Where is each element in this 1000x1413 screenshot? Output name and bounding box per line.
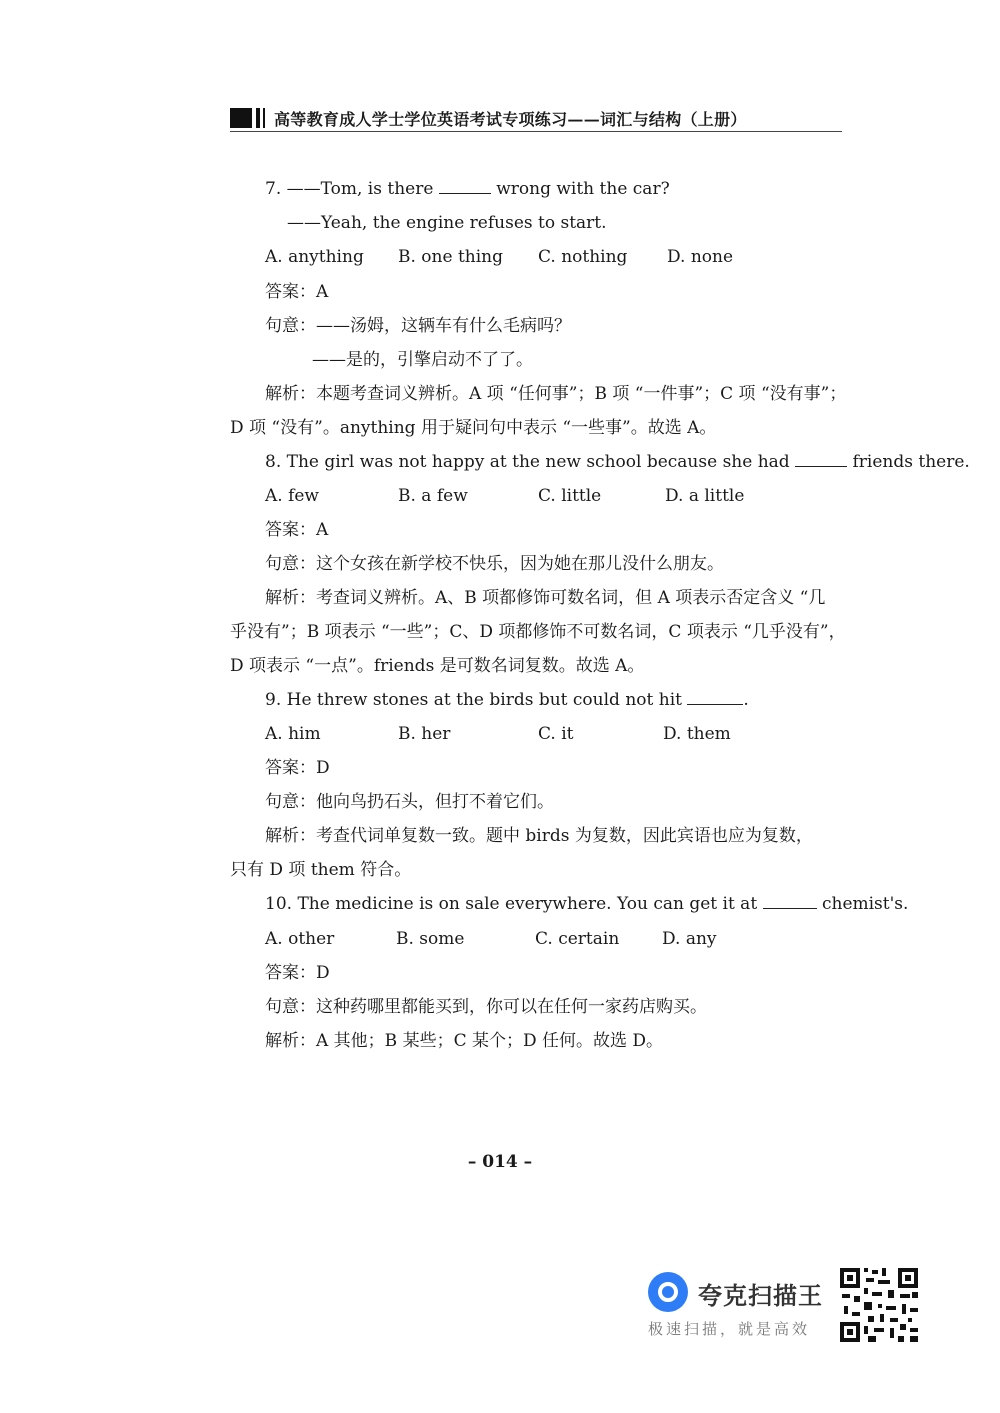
- q8-analysis: 解析：考查词义辨析。A、B 项都修饰可数名词，但 A 项表示否定含义 “几: [265, 588, 826, 608]
- q9-option-d: D. them: [663, 724, 731, 744]
- q8-analysis-cont: 乎没有”；B 项表示 “一些”；C、D 项都修饰不可数名词，C 项表示 “几乎没有”，: [230, 622, 846, 642]
- q8-option-b: B. a few: [398, 486, 468, 506]
- watermark-app-name: 夸克扫描王: [698, 1282, 823, 1310]
- q10-answer: 答案：D: [265, 963, 330, 983]
- q10-option-c: C. certain: [535, 929, 620, 949]
- q8-meaning: 句意：这个女孩在新学校不快乐，因为她在那儿没什么朋友。: [265, 554, 724, 574]
- watermark-slogan: 极速扫描，就是高效: [648, 1320, 811, 1338]
- q7-analysis: 解析：本题考查词义辨析。A 项 “任何事”；B 项 “一件事”；C 项 “没有事”；: [265, 384, 847, 404]
- q7-option-d: D. none: [667, 247, 734, 267]
- q7-option-a: A. anything: [265, 247, 364, 267]
- q9-answer: 答案：D: [265, 758, 330, 778]
- q9-option-c: C. it: [538, 724, 574, 744]
- q7-meaning-cont: ——是的，引擎启动不了了。: [312, 350, 533, 370]
- q8-answer: 答案：A: [265, 520, 329, 540]
- q9-meaning: 句意：他向鸟扔石头，但打不着它们。: [265, 792, 554, 812]
- scanner-watermark: [648, 1262, 938, 1352]
- page-number: – 014 –: [467, 1152, 533, 1172]
- header-bar-mark: [256, 108, 260, 128]
- q8-analysis-cont: D 项表示 “一点”。friends 是可数名词复数。故选 A。: [230, 656, 645, 676]
- q7-analysis-cont: D 项 “没有”。anything 用于疑问句中表示 “一些事”。故选 A。: [230, 418, 717, 438]
- q9-option-a: A. him: [265, 724, 321, 744]
- qr-code-icon: [838, 1266, 920, 1344]
- q8-option-c: C. little: [538, 486, 602, 506]
- question-9-stem: 9. He threw stones at the birds but could not hit .: [265, 690, 749, 710]
- q10-option-d: D. any: [662, 929, 717, 949]
- q7-meaning: 句意：——汤姆，这辆车有什么毛病吗？: [265, 316, 571, 336]
- q7-option-b: B. one thing: [398, 247, 503, 267]
- answer-blank: [687, 690, 743, 705]
- q9-analysis-cont: 只有 D 项 them 符合。: [230, 860, 412, 880]
- q9-option-b: B. her: [398, 724, 451, 744]
- q7-option-c: C. nothing: [538, 247, 628, 267]
- q9-analysis: 解析：考查代词单复数一致。题中 birds 为复数，因此宾语也应为复数，: [265, 826, 813, 846]
- answer-blank: [795, 452, 847, 467]
- q10-option-b: B. some: [396, 929, 465, 949]
- answer-blank: [763, 894, 817, 909]
- q8-option-d: D. a little: [665, 486, 745, 506]
- header-bar-mark: [263, 108, 265, 128]
- question-10-stem: 10. The medicine is on sale everywhere. You can get it at chemist's.: [265, 894, 909, 914]
- q10-meaning: 句意：这种药哪里都能买到，你可以在任何一家药店购买。: [265, 997, 707, 1017]
- q7-answer: 答案：A: [265, 282, 329, 302]
- answer-blank: [439, 179, 491, 194]
- question-7-reply: ——Yeah, the engine refuses to start.: [287, 213, 607, 233]
- quark-logo-icon: [648, 1272, 688, 1312]
- q8-option-a: A. few: [265, 486, 319, 506]
- header-rule: [230, 131, 842, 132]
- header-title: 高等教育成人学士学位英语考试专项练习——词汇与结构（上册）: [274, 110, 747, 129]
- question-7-stem: 7. ——Tom, is there wrong with the car?: [265, 179, 670, 199]
- header-block-mark: [230, 108, 252, 128]
- question-8-stem: 8. The girl was not happy at the new school because she had friends there.: [265, 452, 970, 472]
- q10-option-a: A. other: [265, 929, 335, 949]
- q10-analysis: 解析：A 其他；B 某些；C 某个；D 任何。故选 D。: [265, 1031, 664, 1051]
- running-header: [230, 104, 842, 132]
